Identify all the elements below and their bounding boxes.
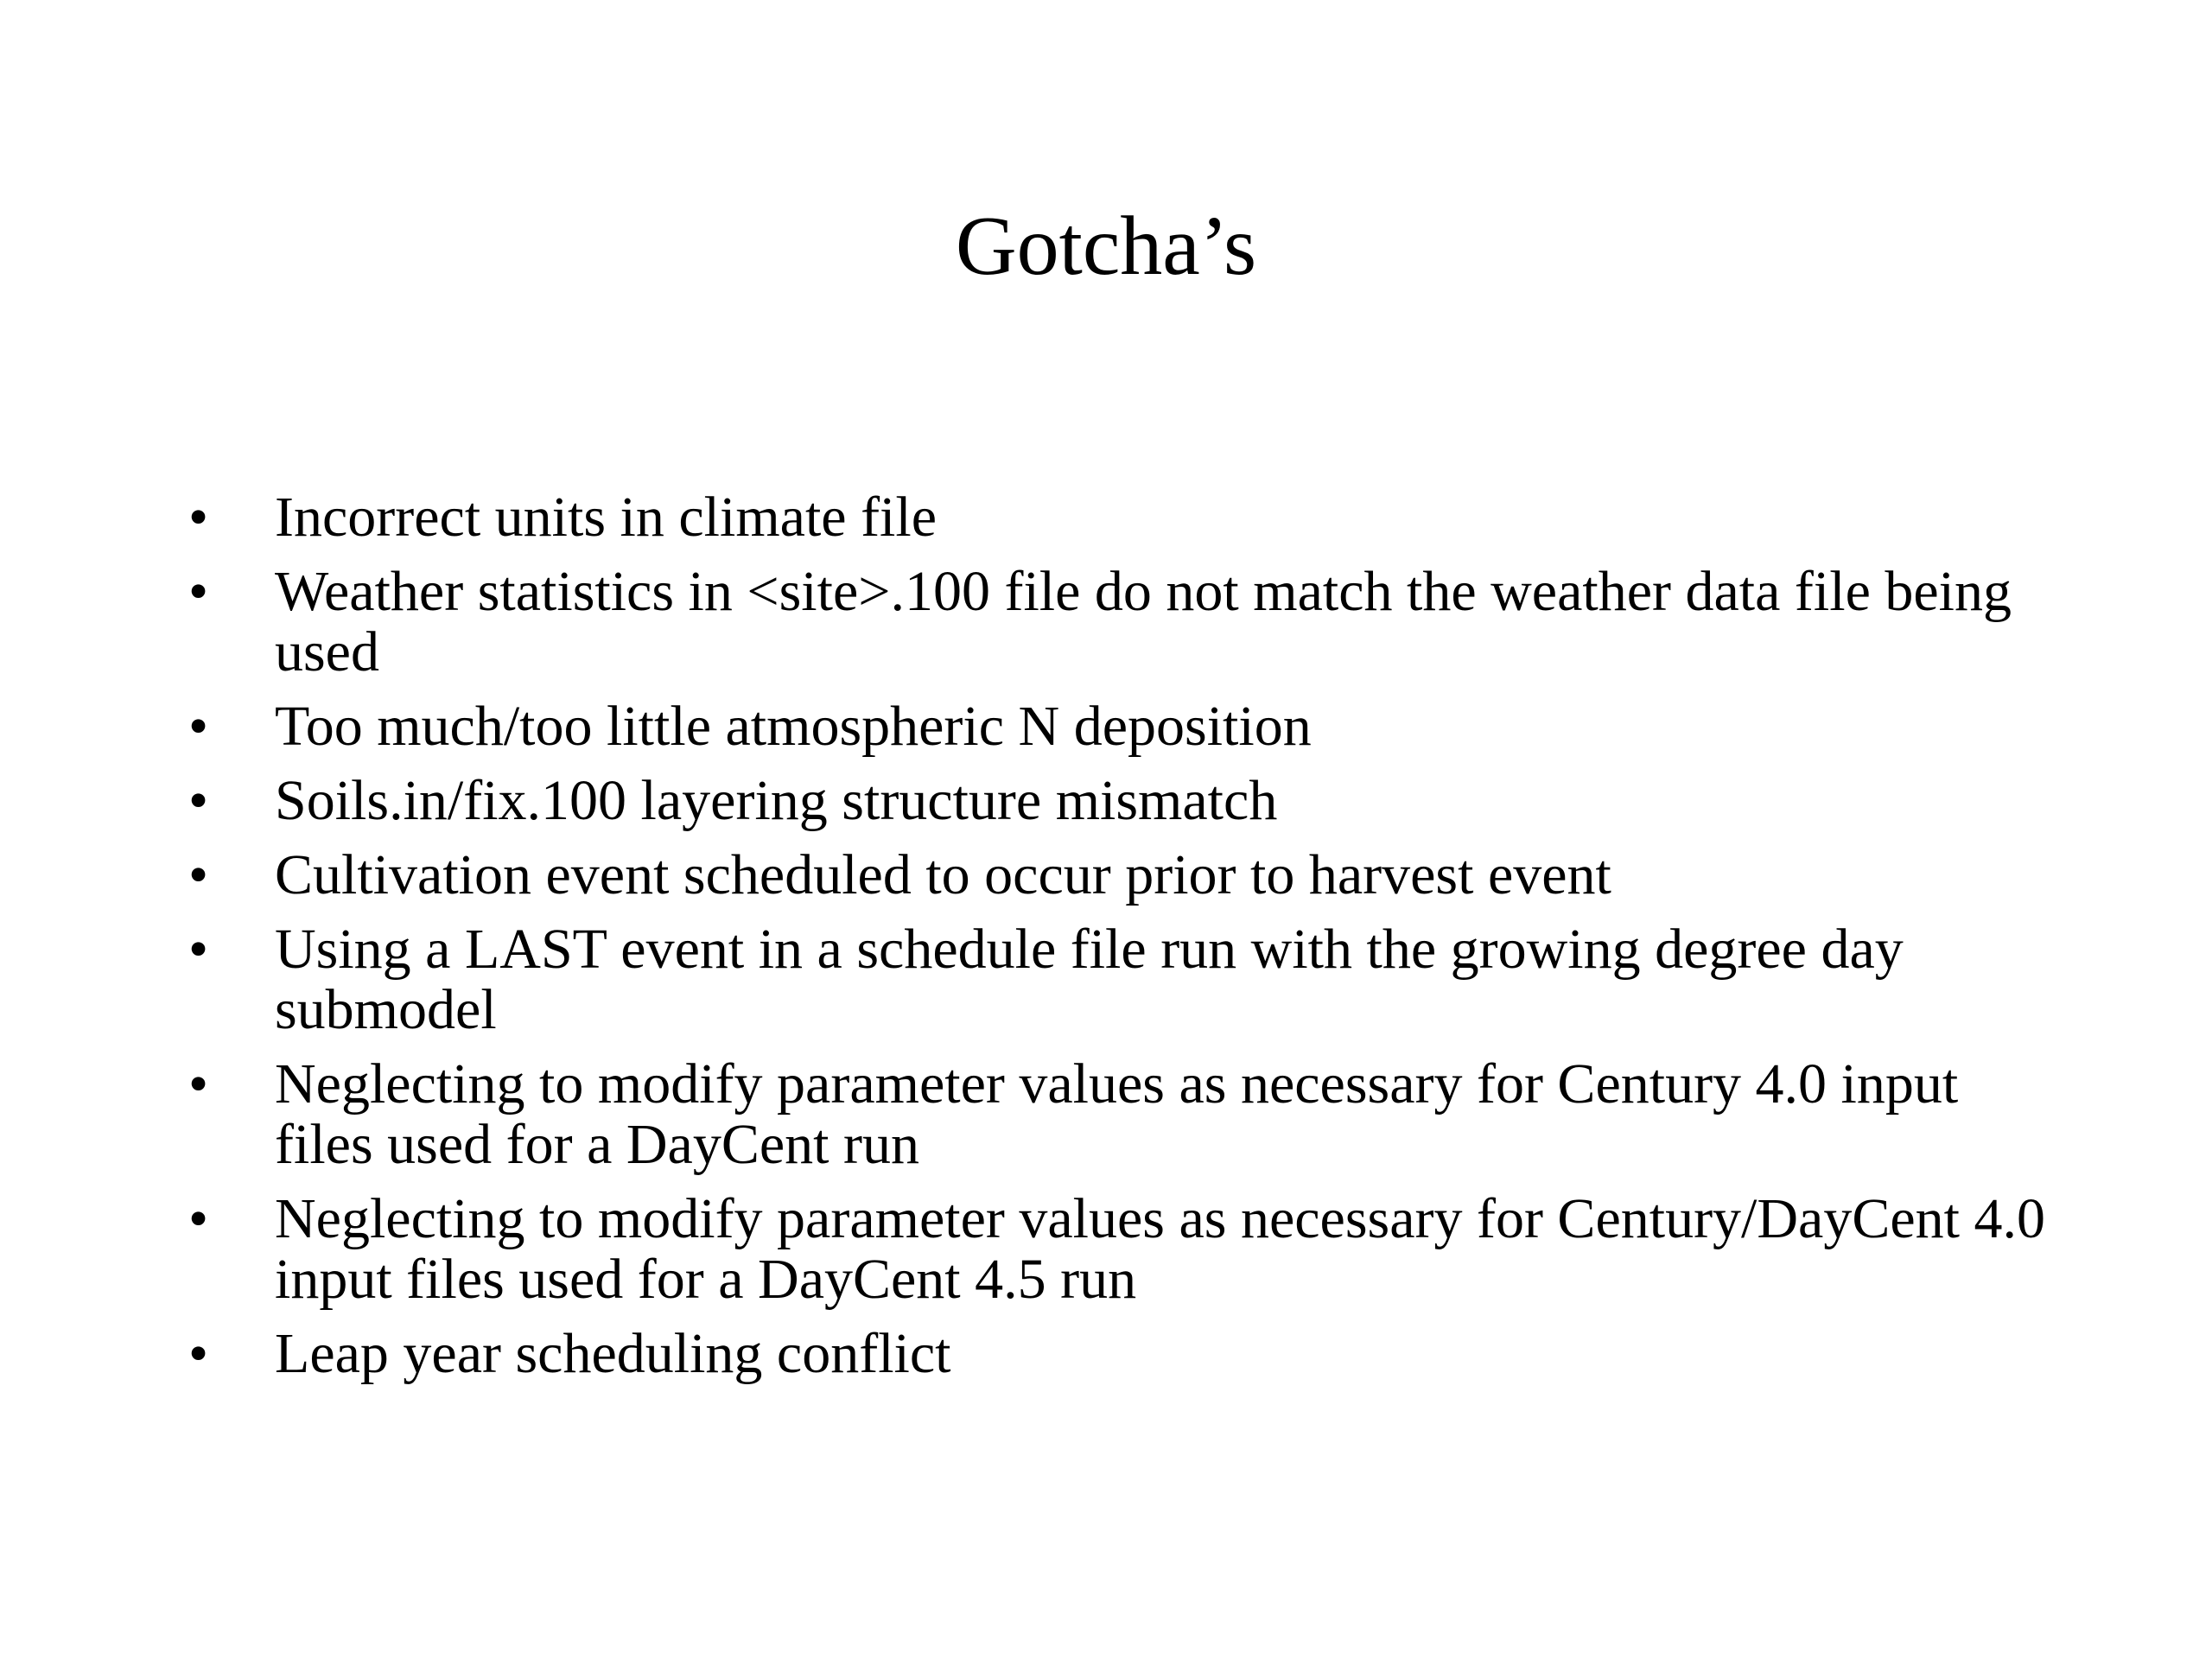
list-item <box>188 1189 2046 1310</box>
bullet-icon: • <box>188 769 209 832</box>
list-item <box>188 1324 2046 1384</box>
bullet-icon: • <box>188 486 209 549</box>
list-item <box>188 562 2046 683</box>
bullet-icon: • <box>188 918 209 981</box>
list-item <box>188 487 2046 548</box>
bullet-icon: • <box>188 1322 209 1385</box>
list-item-text: Using a LAST event in a schedule file run with the growing degree day submodel <box>275 918 1904 1041</box>
bullet-icon: • <box>188 1187 209 1250</box>
list-item <box>188 696 2046 757</box>
list-item <box>188 845 2046 906</box>
list-item-text: Incorrect units in climate file <box>275 486 938 549</box>
bullet-icon: • <box>188 560 209 623</box>
list-item-text: Neglecting to modify parameter values as necessary for Century 4.0 input files used for a DayCent run <box>275 1052 1959 1176</box>
bullet-icon: • <box>188 843 209 906</box>
bullet-icon: • <box>188 695 209 758</box>
list-item-text: Leap year scheduling conflict <box>275 1322 951 1385</box>
list-item-text: Soils.in/fix.100 layering structure mismatch <box>275 769 1278 832</box>
list-item-text: Too much/too little atmospheric N deposition <box>275 695 1312 758</box>
list-item-text: Neglecting to modify parameter values as necessary for Century/DayCent 4.0 input files used for a DayCent 4.5 run <box>275 1187 2045 1311</box>
bullet-icon: • <box>188 1052 209 1116</box>
list-item <box>188 1054 2046 1175</box>
bullet-list <box>188 487 2046 1398</box>
list-item-text: Weather statistics in <site>.100 file do not match the weather data file being used <box>275 560 2012 683</box>
list-item-text: Cultivation event scheduled to occur prior to harvest event <box>275 843 1611 906</box>
list-item <box>188 771 2046 831</box>
slide-title: Gotcha’s <box>955 200 1257 293</box>
list-item <box>188 919 2046 1040</box>
